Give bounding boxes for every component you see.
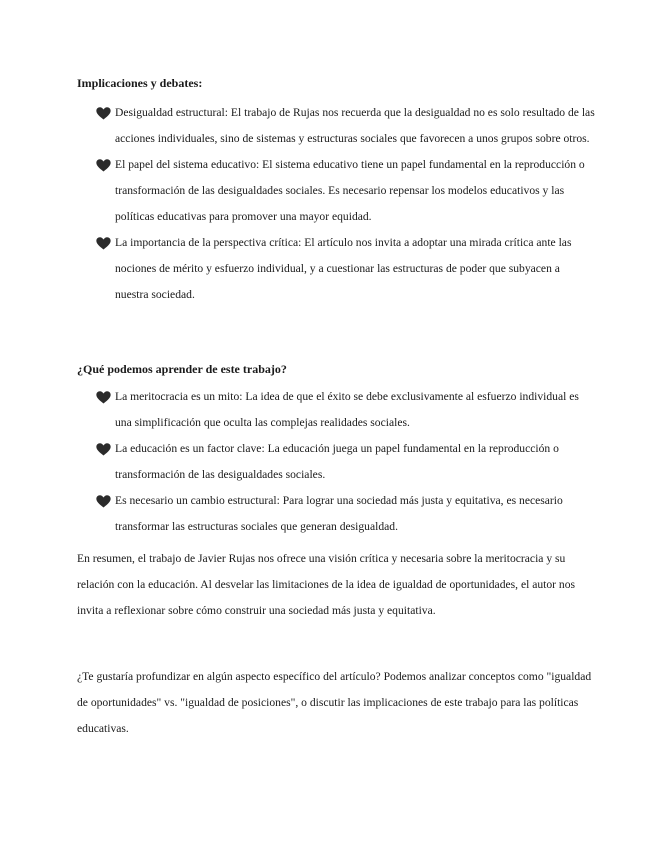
list-item (96, 436, 596, 488)
list-item (96, 230, 596, 308)
section-heading-implicaciones: Implicaciones y debates: (77, 76, 203, 90)
list-item (96, 488, 596, 540)
bullet-list-aprender (96, 384, 596, 540)
section-heading-aprender: ¿Qué podemos aprender de este trabajo? (77, 362, 287, 376)
black-heart-icon (96, 391, 111, 404)
black-heart-icon (96, 495, 111, 508)
list-item-text: La importancia de la perspectiva crítica: El artículo nos invita a adoptar una mirada crítica ante las nociones de mérito y esfuerzo individual, y a cuestionar las estructuras de poder que subyacen a nuestra sociedad. (115, 236, 572, 301)
list-item-text: La meritocracia es un mito: La idea de que el éxito se debe exclusivamente al esfuerzo individual es una simplificación que oculta las complejas realidades sociales. (115, 390, 579, 429)
list-item (96, 100, 596, 152)
bullet-list-implicaciones (96, 100, 596, 308)
list-item-text: El papel del sistema educativo: El sistema educativo tiene un papel fundamental en la reproducción o transformación de las desigualdades sociales. Es necesario repensar los modelos educativos y las políticas educativas para promover una mayor equidad. (115, 158, 585, 223)
black-heart-icon (96, 107, 111, 120)
list-item (96, 384, 596, 436)
black-heart-icon (96, 159, 111, 172)
closing-paragraph: ¿Te gustaría profundizar en algún aspecto específico del artículo? Podemos analizar conceptos como "igualdad de oportunidades" vs. "igualdad de posiciones", o discutir las implicaciones de este trabajo para las políticas educativas. (77, 670, 592, 735)
black-heart-icon (96, 237, 111, 250)
list-item-text: Desigualdad estructural: El trabajo de Rujas nos recuerda que la desigualdad no es solo resultado de las acciones individuales, sino de sistemas y estructuras sociales que favorecen a unos grupos sobre otros. (115, 106, 595, 145)
list-item (96, 152, 596, 230)
list-item-text: La educación es un factor clave: La educación juega un papel fundamental en la reproducción o transformación de las desigualdades sociales. (115, 442, 559, 481)
summary-paragraph: En resumen, el trabajo de Javier Rujas nos ofrece una visión crítica y necesaria sobre la meritocracia y su relación con la educación. Al desvelar las limitaciones de la idea de igualdad de oportunidades, el autor nos invita a reflexionar sobre cómo construir una sociedad más justa y equitativa. (77, 552, 576, 617)
list-item-text: Es necesario un cambio estructural: Para lograr una sociedad más justa y equitativa, es necesario transformar las estructuras sociales que generan desigualdad. (115, 494, 563, 533)
black-heart-icon (96, 443, 111, 456)
